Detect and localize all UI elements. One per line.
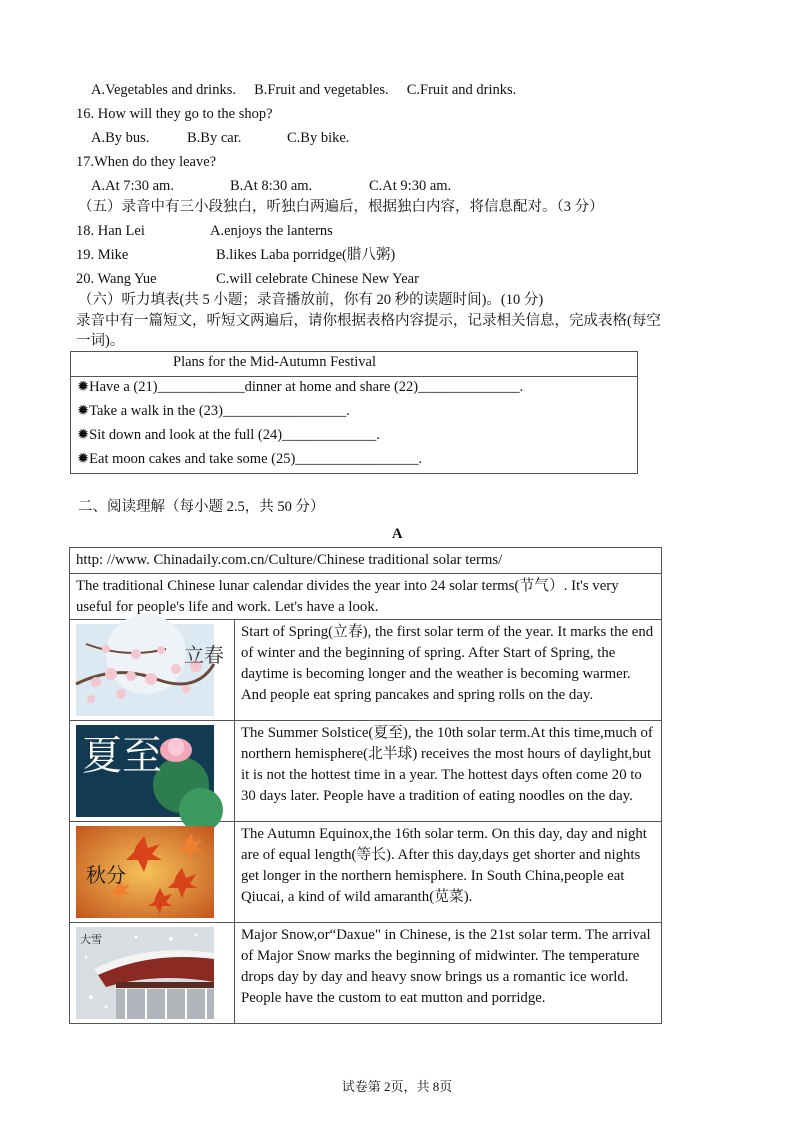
- reading-section-title: 二、阅读理解（每小题 2.5，共 50 分）: [78, 499, 325, 515]
- passage-label: A: [392, 526, 403, 542]
- autumn-equinox-image-label: 秋分: [86, 863, 126, 888]
- matching-row: [76, 245, 395, 265]
- plans-row: ✹Eat moon cakes and take some (25)_________________.: [71, 449, 638, 474]
- matching-option: A.enjoys the lanterns: [210, 223, 333, 239]
- q15-option-b: B.Fruit and vegetables.: [254, 82, 389, 98]
- q16-option-b: B.By car.: [187, 130, 242, 146]
- q17-option-b: B.At 8:30 am.: [230, 178, 313, 194]
- q16-option-a: A.By bus.: [91, 130, 150, 146]
- matching-num: 18. Han Lei: [76, 223, 145, 239]
- start-of-spring-text: Start of Spring(立春), the first solar term of the year. It marks the end of winter and the beginning of spring. After Start of Spring, the daytime is becoming longer and the weather is becoming warmer. And people eat spring pancakes and spring rolls on the day.: [235, 620, 662, 721]
- section6-instructions-1: 录音中有一篇短文，听短文两遍后，请你根据表格内容提示，记录相关信息，完成表格(每空: [76, 313, 661, 329]
- q16-option-c: C.By bike.: [287, 130, 350, 146]
- q17-options: [91, 176, 451, 196]
- q15-option-c: C.Fruit and drinks.: [406, 82, 517, 98]
- q16-options: [91, 128, 349, 148]
- q17-question: 17.When do they leave?: [76, 154, 217, 170]
- q17-option-a: A.At 7:30 am.: [91, 178, 174, 194]
- page-footer: 试卷第 2页，共 8页: [341, 1079, 453, 1094]
- summer-solstice-image-label: 夏至: [82, 733, 162, 780]
- matching-option: C.will celebrate Chinese New Year: [216, 271, 419, 287]
- plans-row: ✹Have a (21)____________dinner at home and share (22)______________.: [71, 377, 638, 402]
- major-snow-text: Major Snow,or“Daxue" in Chinese, is the 21st solar term. The arrival of Major Snow marks the beginning of midwinter. The temperature drops day by day and heavy snow brings us a romantic ice world. People have the custom to eat mutton and porridge.: [235, 923, 662, 1024]
- plans-row: ✹Sit down and look at the full (24)_____________.: [71, 425, 638, 449]
- autumn-equinox-text: The Autumn Equinox,the 16th solar term. On this day, day and night are of equal length(等长). After this day,days get shorter and nights get longer in the northern hemisphere. In South China,people eat Qiucai, a kind of wild amaranth(苋菜).: [235, 822, 662, 923]
- summer-solstice-text: The Summer Solstice(夏至), the 10th solar term.At this time,much of northern hemisphere(北半球) receives the most hours of daylight,but it is not the hottest time in a year. The hottest days often come 20 to 30 days later. People have a tradition of eating noodles on the day.: [235, 721, 662, 822]
- summer-solstice-image: [70, 721, 235, 822]
- plans-table-title: Plans for the Mid-Autumn Festival: [71, 352, 638, 377]
- reading-table: [69, 547, 662, 1024]
- start-of-spring-image-label: 立春: [184, 643, 224, 668]
- matching-num: 19. Mike: [76, 247, 129, 263]
- matching-option: B.likes Laba porridge(腊八粥): [216, 247, 396, 263]
- q15-options: [91, 80, 516, 100]
- plans-table: [70, 351, 638, 474]
- matching-row: [76, 269, 419, 289]
- autumn-equinox-image: [70, 822, 235, 923]
- q15-option-a: A.Vegetables and drinks.: [91, 82, 236, 98]
- plans-row: ✹Take a walk in the (23)_________________.: [71, 401, 638, 425]
- section6-title: （六）听力填表(共 5 小题；录音播放前，你有 20 秒的读题时间)。(10 分): [78, 292, 544, 308]
- start-of-spring-image: [70, 620, 235, 721]
- major-snow-image: [70, 923, 235, 1024]
- section5-title: （五）录音中有三小段独白，听独白两遍后，根据独白内容，将信息配对。（3 分）: [78, 199, 604, 215]
- q16-question: 16. How will they go to the shop?: [76, 106, 273, 122]
- major-snow-image-label: 大雪: [80, 933, 102, 947]
- reading-url: http: //www. Chinadaily.com.cn/Culture/Chinese traditional solar terms/: [70, 548, 662, 574]
- q17-option-c: C.At 9:30 am.: [369, 178, 452, 194]
- matching-num: 20. Wang Yue: [76, 271, 157, 287]
- section6-instructions-2: 一词)。: [76, 333, 125, 349]
- matching-row: [76, 221, 333, 241]
- reading-intro: The traditional Chinese lunar calendar divides the year into 24 solar terms(节气）. It's very useful for people's life and work. Let's have a look.: [70, 573, 662, 620]
